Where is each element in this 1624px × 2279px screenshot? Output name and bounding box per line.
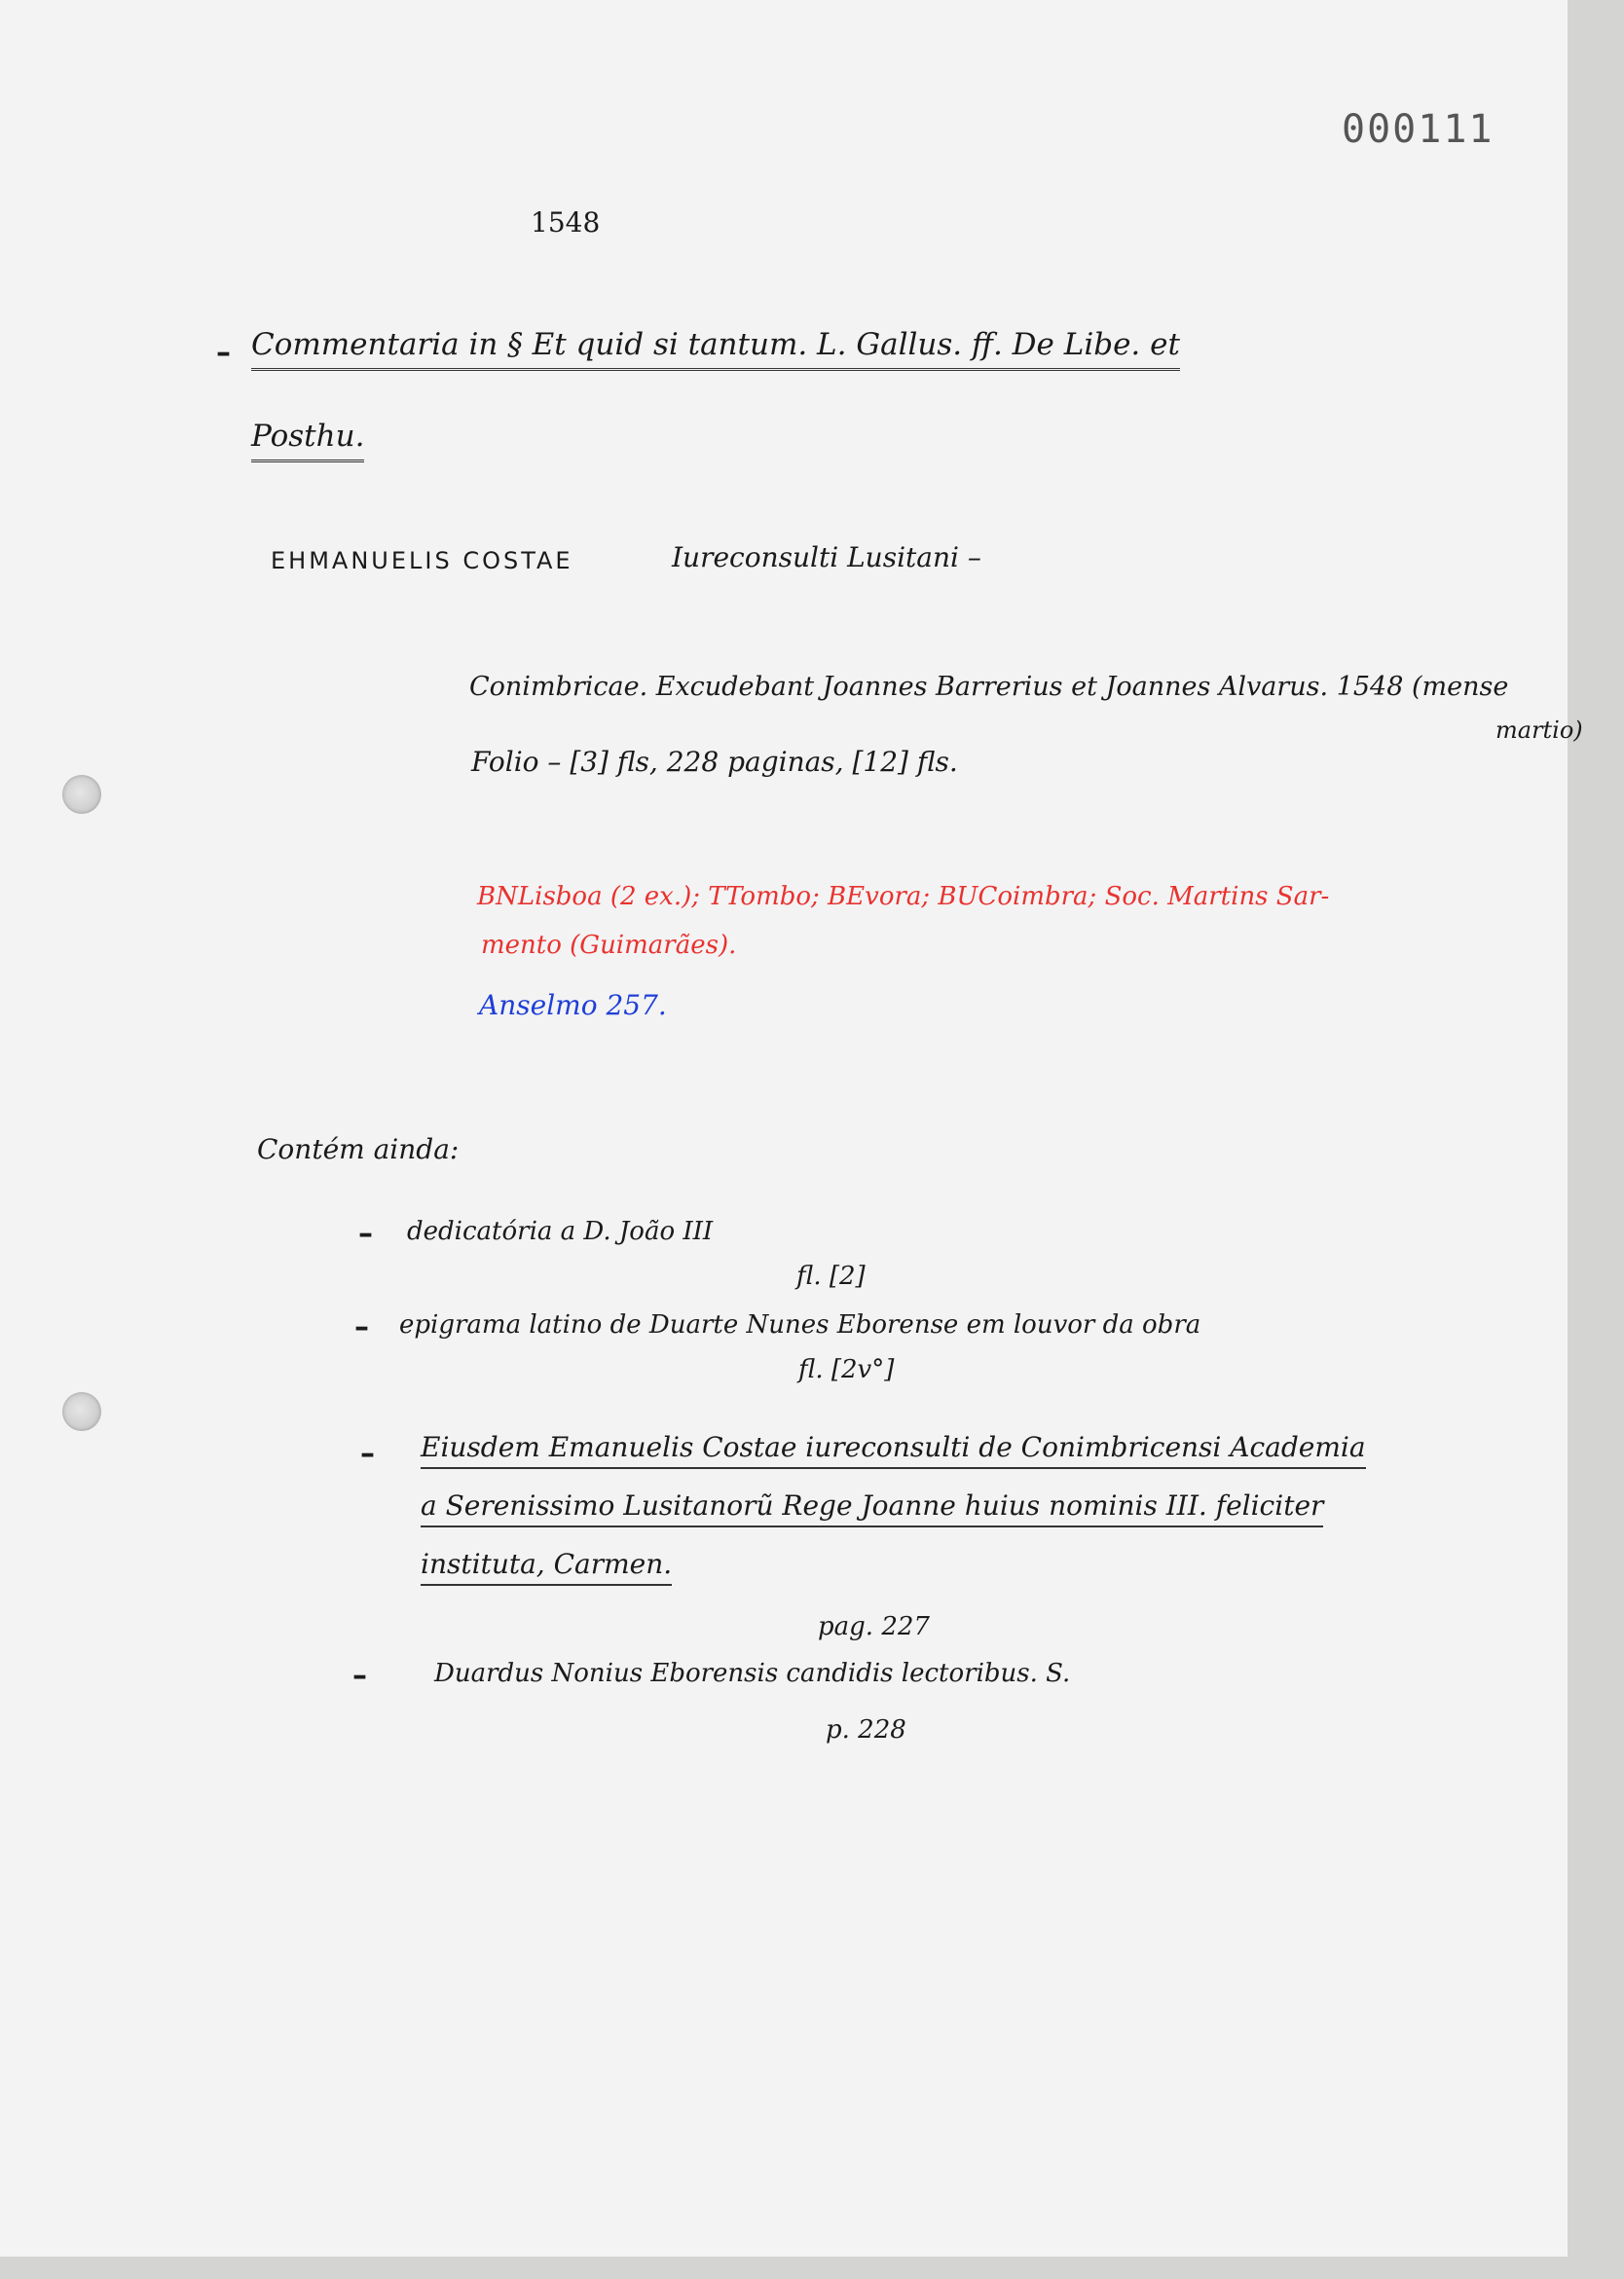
contents-item-3-ref: pag. 227 bbox=[818, 1612, 930, 1641]
title-dash: – bbox=[216, 336, 231, 370]
contents-item-1: dedicatória a D. João III bbox=[407, 1217, 714, 1246]
punch-hole-icon bbox=[62, 1392, 101, 1431]
list-item-dash: – bbox=[358, 1217, 373, 1251]
contents-item-2-ref: fl. [2v°] bbox=[798, 1355, 895, 1384]
contents-item-1-ref: fl. [2] bbox=[796, 1262, 866, 1291]
imprint-line-1-continued: martio) bbox=[1495, 717, 1583, 744]
contents-item-3-line-1: Eiusdem Emanuelis Costae iureconsulti de Conimbricensi Academia bbox=[421, 1431, 1366, 1469]
list-item-dash: – bbox=[354, 1310, 369, 1344]
title-line-1: Commentaria in § Et quid si tantum. L. Gallus. ff. De Libe. et bbox=[251, 327, 1180, 371]
punch-hole-icon bbox=[62, 775, 101, 814]
locations-line-2: mento (Guimarães). bbox=[481, 931, 737, 960]
author-name: EHMANUELIS COSTAE bbox=[271, 547, 573, 574]
title-line-2: Posthu. bbox=[251, 419, 364, 462]
contents-item-3-line-2: a Serenissimo Lusitanorũ Rege Joanne huius nominis III. feliciter bbox=[421, 1489, 1323, 1527]
year-heading: 1548 bbox=[531, 206, 601, 239]
contents-heading: Contém ainda: bbox=[257, 1133, 460, 1165]
contents-item-2: epigrama latino de Duarte Nunes Eborense em louvor da obra bbox=[399, 1310, 1201, 1340]
locations-line-1: BNLisboa (2 ex.); TTombo; BEvora; BUCoimbra; Soc. Martins Sar- bbox=[477, 882, 1330, 911]
contents-item-4: Duardus Nonius Eborensis candidis lectoribus. S. bbox=[434, 1659, 1071, 1688]
bibliographic-reference: Anselmo 257. bbox=[479, 989, 667, 1021]
list-item-dash: – bbox=[360, 1437, 375, 1471]
contents-item-4-ref: p. 228 bbox=[826, 1715, 906, 1745]
archive-stamp-number: 000111 bbox=[1342, 107, 1495, 152]
imprint-line-2: Folio – [3] fls, 228 paginas, [12] fls. bbox=[471, 746, 958, 778]
list-item-dash: – bbox=[352, 1659, 367, 1693]
author-role: Iureconsulti Lusitani – bbox=[672, 541, 981, 573]
contents-item-3-line-3: instituta, Carmen. bbox=[421, 1548, 672, 1586]
imprint-line-1: Conimbricae. Excudebant Joannes Barrerius et Joannes Alvarus. 1548 (mense bbox=[469, 672, 1509, 702]
